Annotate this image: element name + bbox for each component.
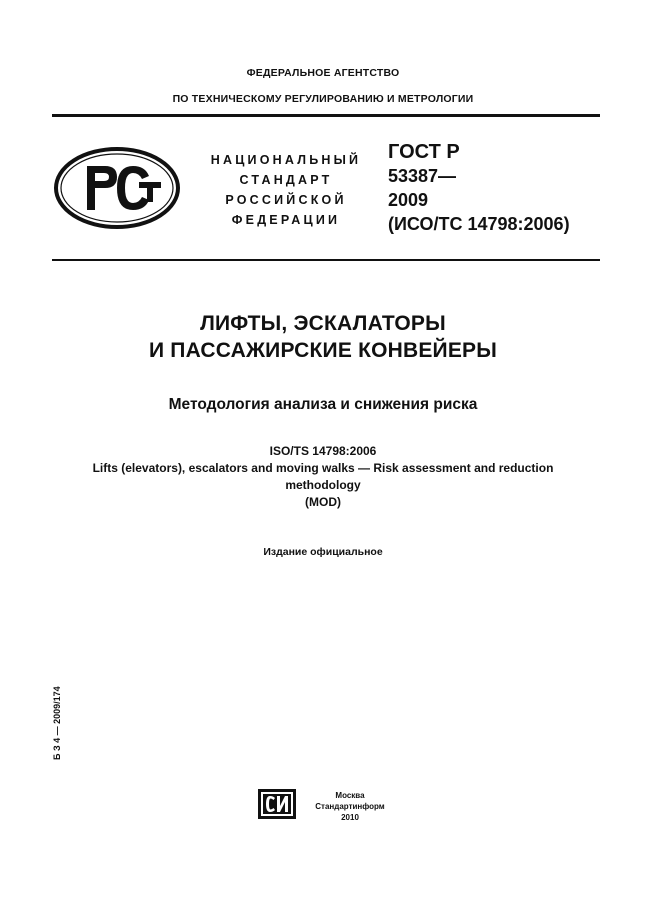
title-line-2: И ПАССАЖИРСКИЕ КОНВЕЙЕРЫ (148, 339, 498, 362)
standartinform-logo-icon (258, 789, 296, 819)
national-standard-line-2: СТАНДАРТ (239, 173, 333, 187)
publisher-logo (258, 789, 296, 819)
designation-line-2: 53387— (388, 166, 457, 186)
rst-logo (53, 146, 181, 230)
designation-line-3: 2009 (388, 190, 429, 210)
title-line-1: ЛИФТЫ, ЭСКАЛАТОРЫ (200, 312, 446, 335)
middle-rule (52, 259, 600, 261)
iso-code: ISO/TS 14798:2006 (269, 444, 377, 458)
iso-mod: (MOD) (305, 495, 341, 509)
publisher-info (300, 790, 400, 823)
publisher-name: Стандартинформ (315, 802, 385, 811)
iso-reference (40, 443, 606, 511)
designation-line-1: ГОСТ Р (388, 141, 460, 163)
designation-line-4: (ИСО/ТС 14798:2006) (388, 214, 570, 234)
publisher-city: Москва (335, 791, 365, 800)
national-standard-block (196, 150, 376, 230)
national-standard-line-3: РОССИЙСКОЙ (225, 193, 347, 207)
publication-year: 2010 (341, 813, 359, 822)
iso-title-line-1: Lifts (elevators), escalators and moving walks — Risk assessment and reduction (92, 461, 554, 475)
top-rule (52, 114, 600, 117)
edition-note: Издание официальное (263, 546, 383, 558)
agency-name-line-2: ПО ТЕХНИЧЕСКОМУ РЕГУЛИРОВАНИЮ И МЕТРОЛОГИИ (172, 93, 474, 105)
national-standard-line-1: НАЦИОНАЛЬНЫЙ (210, 153, 362, 167)
document-title (0, 310, 646, 364)
iso-title-line-2: methodology (285, 478, 361, 492)
standard-designation (388, 140, 608, 236)
document-subtitle: Методология анализа и снижения риска (168, 396, 478, 413)
agency-name-line-1: ФЕДЕРАЛЬНОЕ АГЕНТСТВО (246, 67, 400, 79)
national-standard-line-4: ФЕДЕРАЦИИ (231, 213, 341, 227)
side-registration-code: Б З 4 — 2009/174 (52, 686, 62, 760)
rst-certification-logo-icon (53, 146, 181, 230)
